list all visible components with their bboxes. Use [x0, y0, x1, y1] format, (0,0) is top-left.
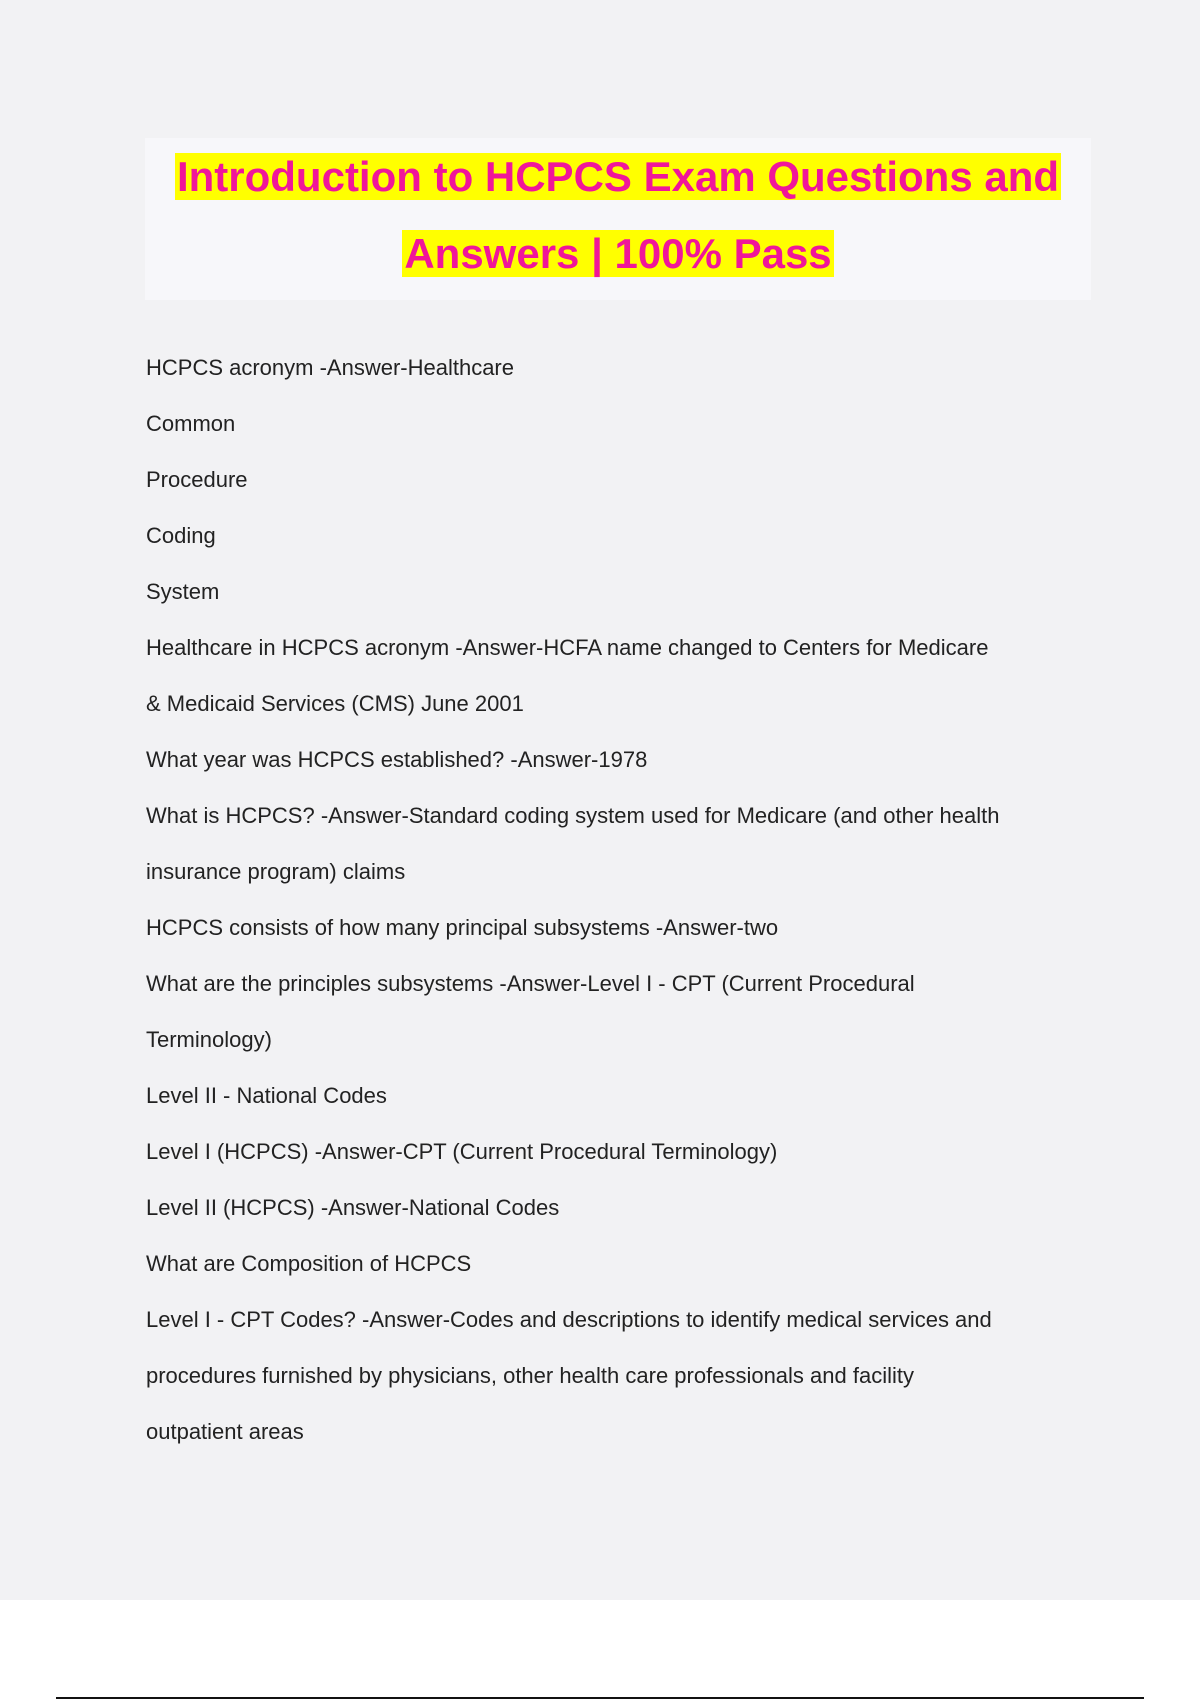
text-line: HCPCS acronym -Answer-Healthcare [146, 355, 514, 380]
text-line: What year was HCPCS established? -Answer-1978 [146, 747, 648, 772]
text-line: procedures furnished by physicians, other health care professionals and facility [146, 1363, 914, 1388]
text-line: Level I - CPT Codes? -Answer-Codes and descriptions to identify medical services and [146, 1307, 992, 1332]
text-line: insurance program) claims [146, 859, 406, 884]
text-line: outpatient areas [146, 1419, 304, 1444]
text-line: & Medicaid Services (CMS) June 2001 [146, 691, 524, 716]
text-line: Common [146, 411, 236, 436]
text-line: HCPCS consists of how many principal subsystems -Answer-two [146, 915, 779, 940]
text-line: Coding [146, 523, 216, 548]
text-line: Level I (HCPCS) -Answer-CPT (Current Procedural Terminology) [146, 1139, 778, 1164]
title-line-1: Introduction to HCPCS Exam Questions and [176, 153, 1060, 200]
title-line-2: Answers | 100% Pass [404, 230, 832, 277]
text-line: System [146, 579, 220, 604]
text-line: Level II - National Codes [146, 1083, 387, 1108]
document-body [146, 340, 1106, 1460]
text-line: What is HCPCS? -Answer-Standard coding system used for Medicare (and other health [146, 803, 1000, 828]
text-line: Terminology) [146, 1027, 272, 1052]
text-line: What are the principles subsystems -Answer-Level I - CPT (Current Procedural [146, 971, 915, 996]
text-line: Procedure [146, 467, 248, 492]
text-line: Healthcare in HCPCS acronym -Answer-HCFA name changed to Centers for Medicare [146, 635, 989, 660]
bottom-divider [56, 1697, 1144, 1699]
text-line: Level II (HCPCS) -Answer-National Codes [146, 1195, 560, 1220]
text-line: What are Composition of HCPCS [146, 1251, 472, 1276]
document-title [145, 138, 1091, 300]
